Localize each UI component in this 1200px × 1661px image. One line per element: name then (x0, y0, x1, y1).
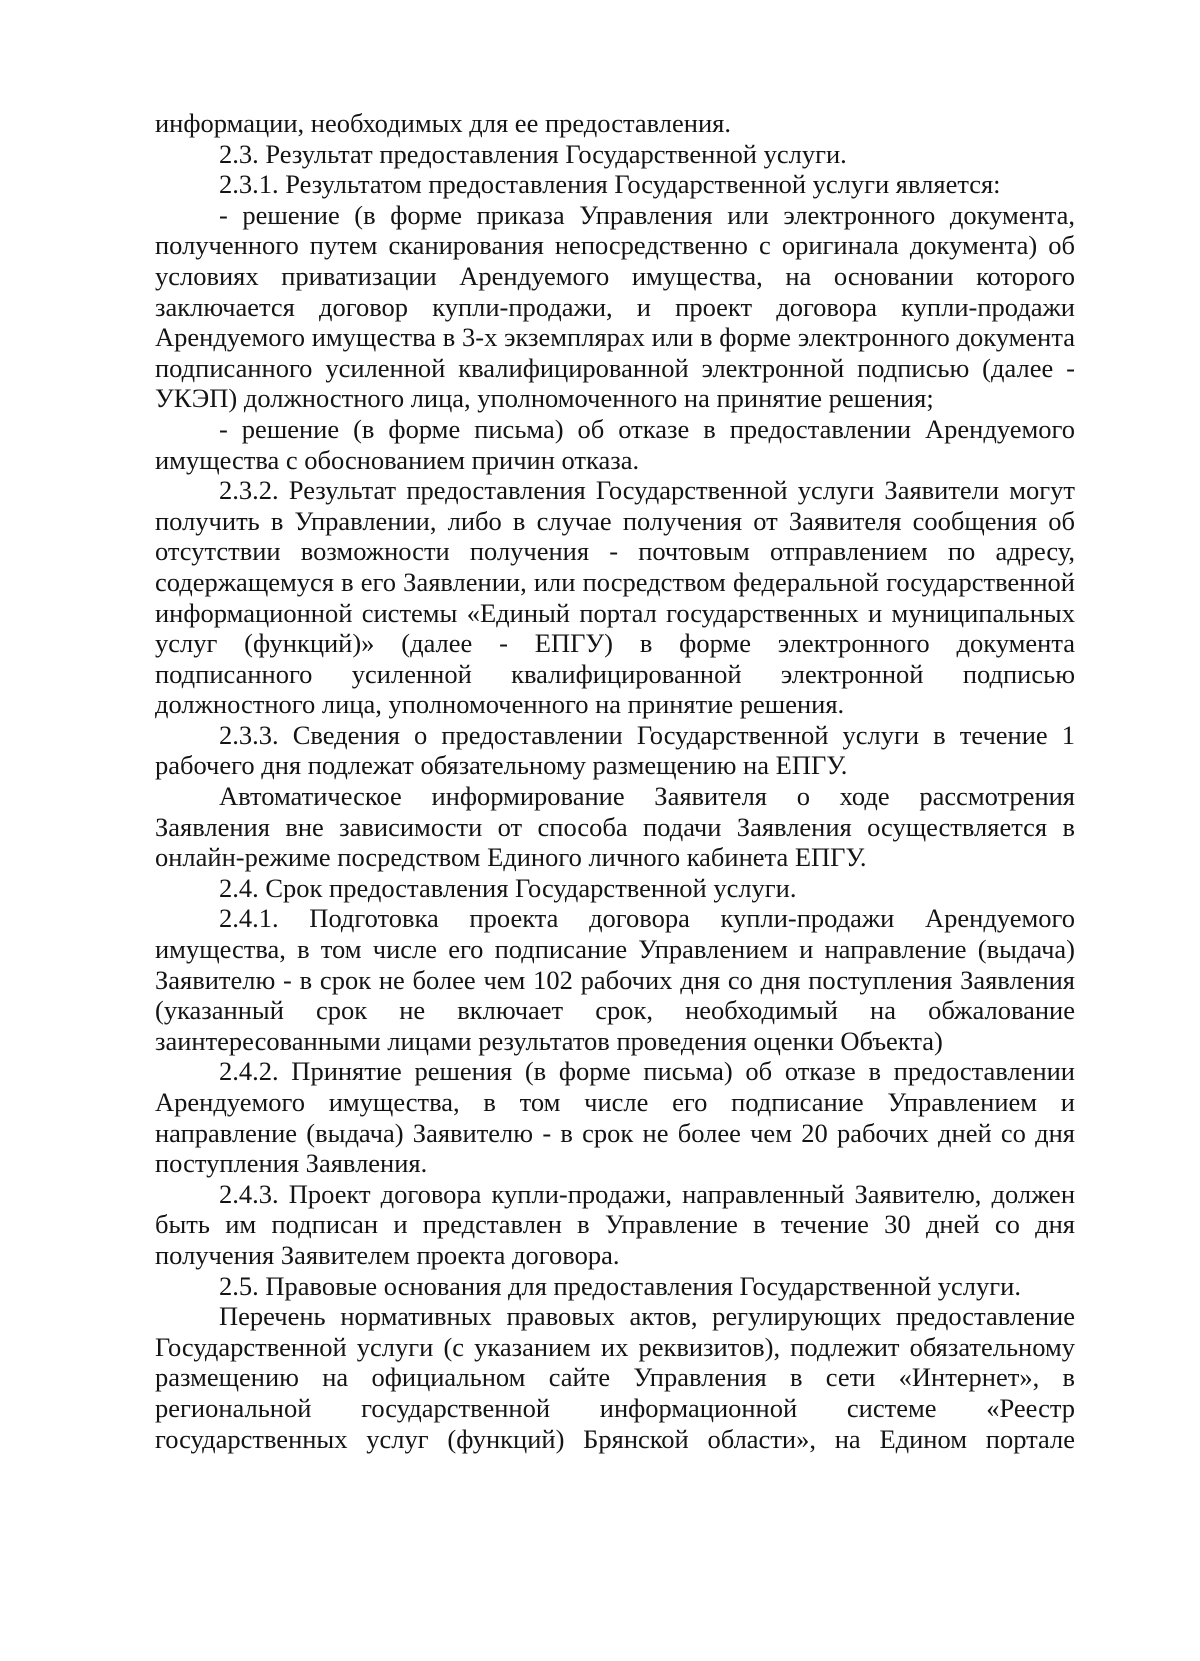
paragraph-decision-approval: - решение (в форме приказа Управления или электронного документа, полученного путем сканирования непосредственно с оригинала документа) об условиях приватизации Арендуемого имущества, на основании которого заключается договор купли-продажи, и проект договора купли-продажи Арендуемого имущества в 3-х экземплярах или в форме электронного документа подписанного усиленной квалифицированной электронной подписью (далее - УКЭП) должностного лица, уполномоченного на принятие решения; (155, 199, 1075, 414)
paragraph-intro-tail: информации, необходимых для ее предоставления. (155, 108, 731, 138)
paragraph-2-4-3: 2.4.3. Проект договора купли-продажи, направленный Заявителю, должен быть им подписан и представлен в Управление в течение 30 дней со дня получения Заявителем проекта договора. (155, 1178, 1075, 1270)
document-page (155, 108, 1075, 1454)
paragraph-2-4-1: 2.4.1. Подготовка проекта договора купли-продажи Арендуемого имущества, в том числе его подписание Управлением и направление (выдача) Заявителю - в срок не более чем 102 рабочих дня со дня поступления Заявления (указанный срок не включает срок, необходимый на обжалование заинтересованными лицами результатов проведения оценки Объекта) (155, 903, 1075, 1056)
paragraph-2-4: 2.4. Срок предоставления Государственной услуги. (219, 872, 797, 903)
paragraph-2-3-1: 2.3.1. Результатом предоставления Государственной услуги является: (219, 169, 1001, 200)
paragraph-2-5: 2.5. Правовые основания для предоставления Государственной услуги. (219, 1270, 1021, 1301)
paragraph-2-3-3: 2.3.3. Сведения о предоставлении Государственной услуги в течение 1 рабочего дня подлежат обязательному размещению на ЕПГУ. (155, 719, 1075, 781)
paragraph-legal-acts-list: Перечень нормативных правовых актов, регулирующих предоставление Государственной услуги (с указанием их реквизитов), подлежит обязательному размещению на официальном сайте Управления в сети «Интернет», в региональной государственной информационной системе «Реестр государственных услуг (функций) Брянской области», на Едином портале (155, 1301, 1075, 1454)
paragraph-2-3-2: 2.3.2. Результат предоставления Государственной услуги Заявители могут получить в Управлении, либо в случае получения от Заявителя сообщения об отсутствии возможности получения - почтовым отправлением по адресу, содержащемуся в его Заявлении, или посредством федеральной государственной информационной системы «Единый портал государственных и муниципальных услуг (функций)» (далее - ЕПГУ) в форме электронного документа подписанного усиленной квалифицированной электронной подписью должностного лица, уполномоченного на принятие решения. (155, 475, 1075, 720)
paragraph-decision-refusal: - решение (в форме письма) об отказе в предоставлении Арендуемого имущества с обоснованием причин отказа. (155, 413, 1075, 475)
paragraph-auto-informing: Автоматическое информирование Заявителя о ходе рассмотрения Заявления вне зависимости от способа подачи Заявления осуществляется в онлайн-режиме посредством Единого личного кабинета ЕПГУ. (155, 781, 1075, 873)
paragraph-2-4-2: 2.4.2. Принятие решения (в форме письма) об отказе в предоставлении Арендуемого имущества, в том числе его подписание Управлением и направление (выдача) Заявителю - в срок не более чем 20 рабочих дней со дня поступления Заявления. (155, 1056, 1075, 1179)
paragraph-2-3: 2.3. Результат предоставления Государственной услуги. (219, 138, 847, 169)
